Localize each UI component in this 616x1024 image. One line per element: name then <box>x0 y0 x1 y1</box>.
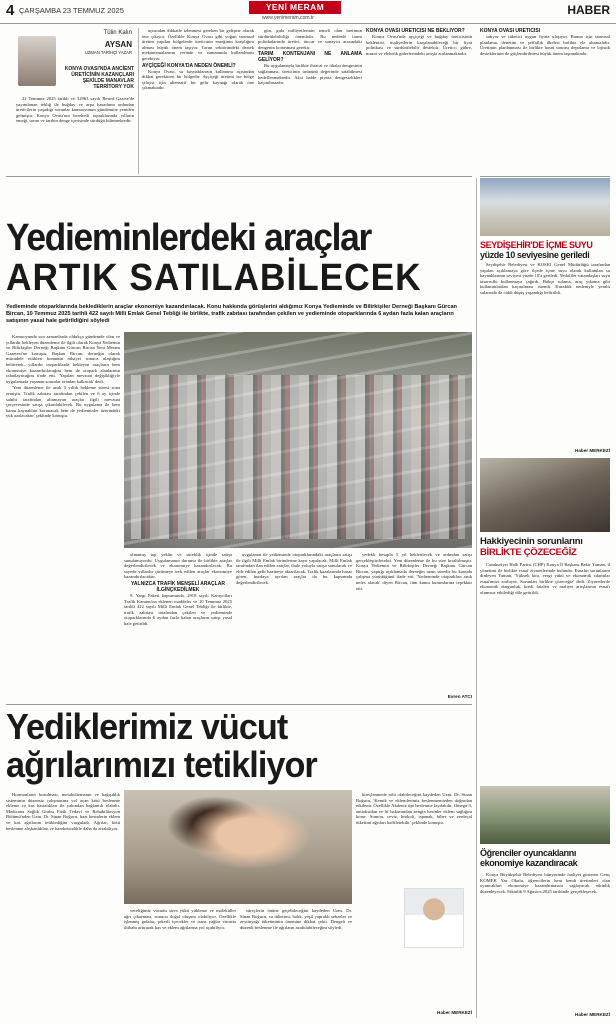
right-story2-headline <box>480 536 610 558</box>
divider <box>138 28 139 174</box>
columnist-photo <box>18 36 56 86</box>
story1-headline-main: ARTIK SATILABİLECEK <box>6 257 422 299</box>
meeting-photo <box>480 458 610 532</box>
right-story2-headline-a: Hakkiyecinin sorunlarını <box>480 536 583 547</box>
story1-headline-top: Yedieminlerdeki araçlar <box>6 217 371 259</box>
right-story2-text: Cumhuriyet Halk Partisi (CHP) Konya İl Başkanı Bekir Yaman, il yönetimi ile birlikte esnaf ziyaretlerinde bulundu. Esnafın sorunlarını dinleyen Yaman, 'Yüksek kira, vergi yükü ve ekonomik sıkıntılar esnafımızı zorluyor. Sorunları birlikte çözeceğiz' dedi. Ziyaretlerde ekonomik durgunluk, kredi faizleri ve maliyet artışlarının esnafı olumsuz etkilediği dile getirildi. <box>480 562 610 595</box>
story1-column-3: uygulanan ile yedieminde otoparklarındaki araçların satışı ile ilgili Milli Emlak birimlerine kayıt yapılacak. Milli Emlak tarafından ilan edilen araçlar, ihale yoluyla satışa sunulacak ve elde edilen gelir hazineye aktarılacak. Trafik kazalarında hasar gören, hurdaya ayrılan araçlar da bu kapsamda değerlendirilecek. <box>236 552 352 585</box>
story2-column-2: vereliğimiz vücudu stres yükü yükleme ve moleküller ağrı çıkarması, sonucu doğal oluşum olabiliyor. Özellikle işlenmiş gıdalar, şekerli içecekler ve trans yağlar vücutta iltihabı artırarak kas ve eklem ağrılarına yol açabiliyor. <box>124 908 236 930</box>
divider <box>6 176 472 177</box>
right-story1-headline-b: yüzde 10 seviyesine geriledi <box>480 250 590 260</box>
parking-lot-photo <box>124 332 472 548</box>
column-intro: 22 Temmuz 2025 tarihli ve 32963 sayılı Resmî Gazete'de yayımlanan tebliğ ile buğday ve arpa hasadının ardından üreticilerin yaşadığı sorunlar kamuoyunun gündemine yeniden gelmiştir. Konya Ovası'nın bereketli topraklarında yılların emeği, tarım ve tarihin denge içerisinde sürdüğü bilinmektedir. <box>16 96 134 124</box>
right-story1-text: Seydişehir Belediyesi ve KOSKİ Genel Müdürlüğü tarafından yapılan açıklamaya göre ilçede içme suyu olarak kullanılan su kaynaklarının seviyesi yüzde 10'a geriledi. Yetkililer vatandaşları suyu tasarruflu kullanmaya çağırdı. Bahçe sulama, araç yıkama gibi kullanımlardan kaçınılması istendi. Kuraklık nedeniyle yeraltı sularında da ciddi düşüş yaşandığı belirtildi. <box>480 262 610 295</box>
right-story3-headline <box>480 848 610 868</box>
story2-signature: Haber MERKEZİ <box>437 1010 472 1015</box>
story2-headline-top: Yediklerimiz vücut <box>6 706 288 747</box>
story2-column-3: süreçlerin önüne geçebileceğini kaydeden Uzm. Dr. Sinan Boğucu, su tüketimi, balık, yeşil yapraklı sebzeler ve zeytinyağı tüketiminin önemine dikkat çekti. Dengeli ve düzenli beslenme ile ağrıların azaltılabileceğini söyledi. <box>240 908 352 930</box>
page-number: 4 <box>6 2 15 19</box>
column-text-5: KONYA OVASI ÜRETİCİSİ satıyor ve tüketici uygun fiyata ulaşıyor. Bunun için tarımsal planlama, denetim ve şeffaflık ilkeleri birlikte ele alınmalıdır. Üretimin planlanması ile birlikte hasat sonrası depolama ve lojistik desteklerinin de güçlendirilmesi büyük önem taşımaktadır. <box>480 28 610 56</box>
column-subheading: KONYA OVASI ÜRETİCİSİ NE BEKLİYOR? <box>366 28 465 34</box>
newspaper-logo: YENİ MERAM <box>249 1 341 14</box>
right-story3-headline-b: ekonomiye kazandıracak <box>480 858 578 868</box>
column-subheading: TARIM KONTENJANI NE ANLAMA GELİYOR? <box>258 51 362 64</box>
right-story1-headline <box>480 240 610 260</box>
water-reservoir-photo <box>480 178 610 236</box>
right-story2-headline-b: BİRLİKTE ÇÖZECEĞİZ <box>480 547 577 558</box>
issue-date: ÇARŞAMBA 23 TEMMUZ 2025 <box>19 6 124 15</box>
right-story3-text: Konya Büyükşehir Belediyesi bünyesinde faaliyet gösteren Genç KOMEK Yaz Okulu, öğrencilerin hem kendi üretimleri olan oyuncakları ekonomiye kazandırmasını sağlayacak etkinlik düzenleyecek. Etkinlik 9 Ağustos 2025 tarihinde gerçekleşecek. <box>480 872 610 894</box>
right-story3-headline-a: Öğrenciler oyuncaklarını <box>480 848 576 858</box>
column-text-4: KONYA OVASI ÜRETİCİSİ NE BEKLİYOR? Konya Ovası'nda ayçiçeği ve buğday üreticisinin beklentisi, maliyetlerin karşılanabileceği bir fiyat politikası ve sürdürülebilir destektir. Üretici; gübre, mazot ve elektrik giderlerindeki artışla zorlanmaktadır. <box>366 28 472 56</box>
columnist-first-name: Tülin Kalın <box>103 30 132 36</box>
story2-column-1: Hormonların bozulması, metabolizmanın ve bağışıklık sisteminin düzensiz çalışmasına yol açan kötü beslenme ekleme ve kas hastalıkları ile yakından bağlantılı olabilir. Medicana Sağlık Grubu Fizik Tedavi ve Rehabilitasyon Bölümü'nden Uzm. Dr. Sinan Boğucu, bazı besinlerin eklem ve kas ağrılarını tetiklediğini vurguladı. Ağrılar, kötü beslenme alışkanlıkları ve hareketsizlikle daha da artabiliyor. <box>6 792 120 831</box>
column-subheading: AYÇİÇEĞİ KONYA'DA NEDEN ÖNEMLİ? <box>142 62 236 69</box>
neck-pain-photo <box>124 790 352 904</box>
story1-column-4: yedekli hesapla 5 yıl bekletilecek ve ardından satışı gerçekleştirilecekti. Yeni düzenleme ile bu süre kısaltılmıştır. Konya Yediemin ve Bilirkişiler Derneği Başkanı Gürcan Bircan, yaptığı açıklamada derneğin uzun süredir bu konuda çalışma yürüttüğünü ifade etti. 'Yedieminde otoparkları artık nefes alacak' diyen Bircan, tüm kamu kurumlarına teşekkür etti. <box>356 552 472 591</box>
section-title: HABER <box>567 3 610 17</box>
column-subheading: KONYA OVASI ÜRETİCİSİ <box>480 28 541 34</box>
column-text-2: açısından dikkatle izlenmesi gereken bir gelişme olarak öne çıkıyor. Özellikle Konya Ovası gibi yoğun tarımsal üretim yapılan bölgelerde üreticinin emeğinin karşılığını alması büyük önem taşıyor. Tarım sektöründeki destek mekanizmalarının yerinde ve zamanında kullanılması gerekiyor. AYÇİÇEĞİ KONYA'DA NEDEN ÖNEMLİ? Konya Ovası, su kaynaklarının kullanımı açısından dikkat gerektiren bir bölgedir. Ayçiçeği üretimi ise bölge çiftçisi için alternatif bir gelir kaynağı olarak öne çıkmaktadır. <box>142 28 254 91</box>
story1-lead: Yedieminde otoparklarında beklediklerin araçlar ekonomiye kazandırılacak. Konu hakkında görüşlerini aldığımız Konya Yedieminde ve Bilirkişiler Derneği Başkanı Gürcan Bircan, 10 Temmuz 2025 tarihli 422 sayılı Milli Emlak Genel Tebliği ile birlikte, trafik zabıtası tarafından çekilen ve yedieminde otoparklarında 6 aydan fazla kalan araçların satışının yasal hale getirildiğini söyledi <box>6 304 457 324</box>
students-photo <box>480 786 610 844</box>
doctor-photo <box>404 888 464 948</box>
right-story1-signature: Haber MERKEZİ <box>575 448 610 453</box>
right-story1-headline-a: SEYDİŞEHİR'DE İÇME SUYU <box>480 240 593 250</box>
divider <box>476 178 477 1018</box>
story1-signature: Evren ATCI <box>447 694 472 699</box>
columnist-last-name: AYSAN <box>104 40 132 49</box>
story2-column-4: kireçlenmede rolü olabileceğini kaydeden Uzm. Dr. Sinan Boğucu, 'Kemik ve eklemlerimiz beslenmemizden doğrudan etkilenir. Özellikle Akdeniz tipi beslenme faydalıdır. Omega-3, antioksidan ve lif bakımından zengin besinler eklem sağlığını korur. Somon, ceviz, brokoli, ıspanak, biber ve zerdeçal tüketimi ağrıları hafifletebilir' şeklinde konuştu. <box>356 792 472 825</box>
website: www.yenimeram.com.tr <box>262 15 314 21</box>
column-title: KONYA OVASI'NDA ANCİENT ÜRETİCİNİN KAZANÇLARI ŞEKİLDE MANAVLAR TERRİTORY YOK <box>64 66 134 90</box>
right-story3-signature: Haber MERKEZİ <box>575 1012 610 1017</box>
story1-column-2: olmamış top yekûn ve süreklik içinde satışa sunulamıyordu. Uygulamanın durumu ile birlikte araçlar değerlendirilecek ve ekonomiye kazandırılacak. Bu sayede yıllardır çürümeye terk edilen araçlar ekonomiye kazandırılacaktır. YALNIZCA TRAFİK MENŞELİ ARAÇLAR İLGİNÇKEDİLMEK 9. Yargı Paketi kapsamında, 2918 sayılı Karayolları Trafik Kanunu'na eklenen maddeler ve 10 Temmuz 2025 tarihli 422 sayılı Milli Emlak Genel Tebliği ile birlikte, trafik zabıtası tarafından çekilen ve yedieminde otoparklarında 6 aydan fazla kalan araçların satışı yasal hale getirildi. <box>124 552 232 626</box>
columnist-role: UZMAN TARİHÇİ YAZAR <box>84 50 132 55</box>
column-text-3: gün, gıda milliyetlerinin temeli olan üretimin sürdürülebilirliği önemlidir. Bu nedenle tarım politikalarında üretici, tüccar ve sanayici arasındaki dengenin korunması gerekir. TARIM KONTENJANI NE ANLAMA GELİYOR? Bu uygulamayla birlikte ihracat ve ithalat dengesinin sağlanması, üreticinin ürününü değerinde satabilmesi hedeflenmektedir. Aksi halde piyasa dengesizlikleri kaçınılmazdır. <box>258 28 362 86</box>
story2-headline-main: ağrılarımızı tetikliyor <box>6 744 317 785</box>
divider <box>480 176 610 177</box>
story1-column-1: Kamuoyunda son zamanlarda oldukça gündemde olan ve yıllardır bekleyen düzenleme ile ilgili olarak Konya Yediemin ve Bilirkişiler Derneği Başkanı Gürcan Bircan Yeni Meram Gazetesi'ne konuştu. Başkan Bircan, derneğin olarak mücadele ettikleri konunun nihayet sonuca ulaştığını belirterek, yıllardır otoparklarda bekleyen araçların hem ekonomiye kazandırılacağını hem de otopark alanlarının rahatlayacağını ifade etti. 'Yapılan mevzuat değişikliğiyle uygulamada yaşanan sorunlar ortadan kalkacak' dedi. 'Yeni düzenleme ile artık 5 yıllık bekleme süresi sona ermiştir. Trafik zabıtası tarafından çekilen ve 6 ay içinde sahibi tarafından alınmayan araçlar ilgili mevzuat çerçevesinde satışa çıkarılabilecek. Bu uygulama ile hem kamu kaynakları korunacak hem de yedieminler üzerindeki yük azalacaktır' şeklinde konuştu. <box>6 334 120 419</box>
divider <box>6 704 472 705</box>
story1-subheading: YALNIZCA TRAFİK MENŞELİ ARAÇLAR İLGİNÇKEDİLMEK <box>131 580 225 593</box>
